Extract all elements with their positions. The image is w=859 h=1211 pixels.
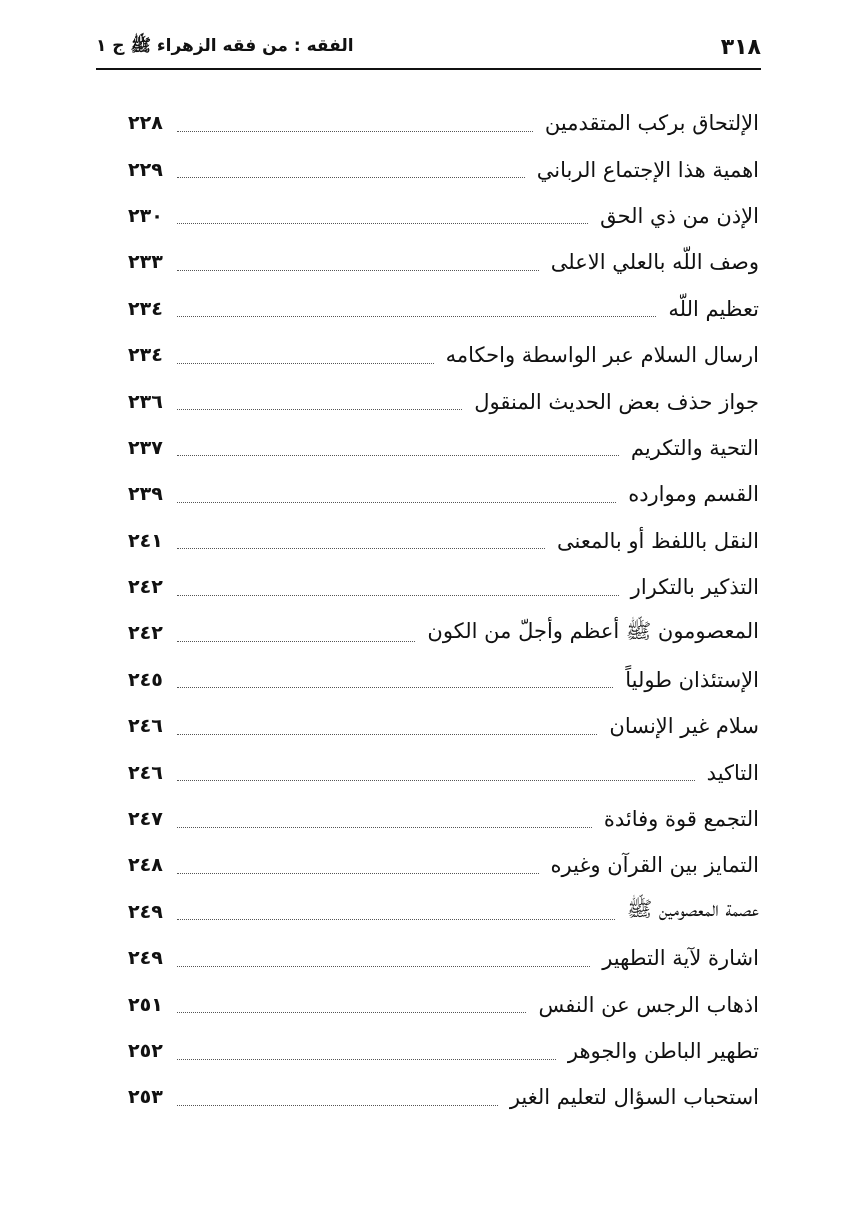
toc-entry-title: الإستئذان طولياً [625,667,759,692]
dot-leader [177,223,588,224]
toc-entry-title: التذكير بالتكرار [630,575,759,600]
toc-entry [128,657,759,703]
toc-entry-page-number: ٢٤٦ [128,761,163,784]
toc-entry-page-number: ٢٥١ [128,993,163,1016]
table-of-contents [128,100,759,1121]
toc-entry-page-number: ٢٢٩ [128,158,163,181]
toc-entry-page-number: ٢٤٢ [128,622,163,645]
toc-entry-title: تطهير الباطن والجوهر [567,1039,759,1063]
toc-entry [128,239,759,285]
dot-leader [177,316,657,317]
page-number: ٣١٨ [720,34,761,60]
toc-entry-title: اذهاب الرجس عن النفس [538,992,759,1017]
toc-entry [128,610,759,656]
toc-entry-title: اهمية هذا الإجتماع الرباني [536,157,759,182]
dot-leader [177,873,539,874]
toc-entry-page-number: ٢٤٥ [128,668,163,691]
toc-entry-title: النقل باللفظ أو بالمعنى [556,528,759,553]
toc-entry-title: التحية والتكريم [630,435,759,460]
dot-leader [177,363,434,364]
toc-entry-title: وصف اللّه بالعلي الاعلى [550,250,759,275]
toc-entry [128,889,759,935]
toc-entry [128,378,759,424]
dot-leader [177,455,619,456]
dot-leader [177,966,590,967]
toc-entry-title: تعظيم اللّه [668,296,759,321]
dot-leader [177,734,598,735]
toc-entry [128,1074,759,1120]
dot-leader [177,177,525,178]
toc-entry [128,425,759,471]
page-header [96,30,761,64]
toc-entry-title: الإلتحاق بركب المتقدمين [544,111,759,136]
toc-entry-page-number: ٢٣٤ [128,297,163,320]
toc-entry-page-number: ٢٣٠ [128,204,163,227]
toc-entry-title: القسم وموارده [628,482,759,507]
running-title: الفقه : من فقه الزهراء ﷺ ج ١ [96,35,354,56]
toc-entry-title: المعصومون ﷺ أعظم وأجلّ من الكون [427,618,759,643]
toc-entry-page-number: ٢٤٦ [128,715,163,738]
toc-entry-page-number: ٢٤٢ [128,576,163,599]
toc-entry [128,100,759,146]
toc-entry-page-number: ٢٥٢ [128,1040,163,1062]
dot-leader [177,595,619,596]
toc-entry [128,749,759,795]
dot-leader [177,131,533,132]
toc-entry [128,981,759,1027]
toc-entry-title: التجمع قوة وفائدة [603,807,759,832]
toc-entry-title: جواز حذف بعض الحديث المنقول [474,389,759,414]
toc-entry-title: سلام غير الإنسان [609,714,759,739]
toc-entry [128,518,759,564]
toc-entry-page-number: ٢٤٨ [128,854,163,877]
dot-leader [177,1012,527,1013]
toc-entry-page-number: ٢٣٣ [128,251,163,274]
toc-entry-page-number: ٢٤٩ [128,900,163,923]
dot-leader [177,548,545,549]
toc-entry-title: ارسال السلام عبر الواسطة واحكامه [445,343,759,368]
toc-entry-page-number: ٢٣٩ [128,483,163,506]
toc-entry-title: عصمة المعصومين ﷺ [626,897,759,922]
toc-entry [128,935,759,981]
toc-entry [128,703,759,749]
toc-entry [128,471,759,517]
dot-leader [177,270,539,271]
toc-entry-page-number: ٢٣٦ [128,390,163,413]
toc-entry [128,564,759,610]
toc-entry-page-number: ٢٢٨ [128,112,163,135]
toc-entry-page-number: ٢٣٧ [128,436,163,459]
toc-entry [128,193,759,239]
toc-entry-page-number: ٢٤٧ [128,808,163,831]
dot-leader [177,409,463,410]
toc-entry [128,286,759,332]
dot-leader [177,827,592,828]
dot-leader [177,1105,498,1106]
dot-leader [177,919,615,920]
dot-leader [177,1059,556,1060]
toc-entry-page-number: ٢٥٣ [128,1086,163,1109]
toc-entry-title: اشارة لآية التطهير [602,946,759,971]
dot-leader [177,780,695,781]
dot-leader [177,502,616,503]
toc-entry-title: الإذن من ذي الحق [600,203,759,228]
toc-entry [128,332,759,378]
toc-entry-page-number: ٢٤٩ [128,947,163,970]
toc-entry [128,796,759,842]
dot-leader [177,641,416,642]
toc-entry-title: التاكيد [706,760,759,785]
dot-leader [177,687,613,688]
header-rule [96,68,761,70]
toc-entry-page-number: ٢٤١ [128,529,163,552]
toc-entry-title: التمايز بين القرآن وغيره [550,853,759,878]
toc-entry [128,146,759,192]
toc-entry [128,1028,759,1074]
toc-entry-title: استحباب السؤال لتعليم الغير [509,1085,759,1110]
toc-entry [128,842,759,888]
toc-entry-page-number: ٢٣٤ [128,344,163,367]
